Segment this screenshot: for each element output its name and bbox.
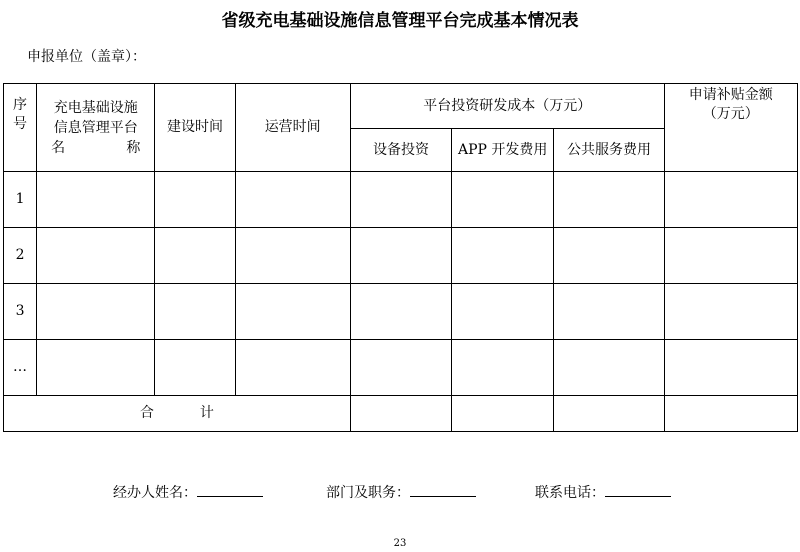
total-equipment-investment[interactable] (350, 396, 451, 432)
page-number: 23 (393, 538, 407, 549)
header-platform-name: 充电基础设施 信息管理平台 名 称 (37, 84, 155, 172)
table-row (4, 172, 798, 228)
cell-equipment-investment[interactable] (350, 228, 451, 284)
row-seq: … (4, 340, 37, 396)
total-row (4, 396, 798, 432)
cell-operation-time[interactable] (235, 340, 350, 396)
cell-platform-name[interactable] (37, 228, 155, 284)
table-row (4, 228, 798, 284)
cell-subsidy-amount[interactable] (664, 340, 797, 396)
contact-phone-blank[interactable] (605, 482, 671, 497)
total-label: 合 计 (4, 396, 351, 432)
header-app-development-cost: APP 开发费用 (452, 129, 554, 172)
cell-operation-time[interactable] (235, 228, 350, 284)
header-build-time: 建设时间 (155, 84, 235, 172)
cell-build-time[interactable] (155, 228, 235, 284)
cell-public-service-cost[interactable] (554, 172, 664, 228)
header-subsidy-amount: 申请补贴金额 （万元） (664, 84, 797, 172)
header-platform-cost: 平台投资研发成本（万元） (350, 84, 664, 129)
cell-build-time[interactable] (155, 284, 235, 340)
department-position-field (326, 482, 476, 502)
total-subsidy-amount[interactable] (664, 396, 797, 432)
row-seq: 1 (4, 172, 37, 228)
header-seq: 序 号 (4, 84, 37, 172)
cell-public-service-cost[interactable] (554, 284, 664, 340)
total-public-service-cost[interactable] (554, 396, 664, 432)
table-row (4, 284, 798, 340)
handler-name-field (113, 482, 263, 502)
cell-public-service-cost[interactable] (554, 340, 664, 396)
header-operation-time: 运营时间 (235, 84, 350, 172)
total-app-development-cost[interactable] (452, 396, 554, 432)
completion-status-table (3, 83, 798, 432)
header-equipment-investment: 设备投资 (350, 129, 451, 172)
cell-app-development-cost[interactable] (452, 284, 554, 340)
handler-name-blank[interactable] (197, 482, 263, 497)
cell-equipment-investment[interactable] (350, 340, 451, 396)
contact-phone-label: 联系电话： (535, 485, 605, 501)
cell-platform-name[interactable] (37, 172, 155, 228)
cell-app-development-cost[interactable] (452, 228, 554, 284)
cell-equipment-investment[interactable] (350, 172, 451, 228)
cell-platform-name[interactable] (37, 340, 155, 396)
department-position-blank[interactable] (410, 482, 476, 497)
cell-public-service-cost[interactable] (554, 228, 664, 284)
row-seq: 3 (4, 284, 37, 340)
contact-phone-field (535, 482, 671, 502)
handler-name-label: 经办人姓名： (113, 485, 197, 501)
cell-platform-name[interactable] (37, 284, 155, 340)
cell-subsidy-amount[interactable] (664, 284, 797, 340)
department-position-label: 部门及职务： (326, 485, 410, 501)
row-seq: 2 (4, 228, 37, 284)
cell-app-development-cost[interactable] (452, 340, 554, 396)
cell-subsidy-amount[interactable] (664, 172, 797, 228)
cell-build-time[interactable] (155, 172, 235, 228)
cell-operation-time[interactable] (235, 284, 350, 340)
cell-app-development-cost[interactable] (452, 172, 554, 228)
header-public-service-cost: 公共服务费用 (554, 129, 664, 172)
cell-build-time[interactable] (155, 340, 235, 396)
table-row (4, 340, 798, 396)
document-title: 省级充电基础设施信息管理平台完成基本情况表 (221, 11, 579, 31)
cell-equipment-investment[interactable] (350, 284, 451, 340)
applicant-unit-label: 申报单位（盖章）： (27, 49, 146, 65)
cell-operation-time[interactable] (235, 172, 350, 228)
cell-subsidy-amount[interactable] (664, 228, 797, 284)
